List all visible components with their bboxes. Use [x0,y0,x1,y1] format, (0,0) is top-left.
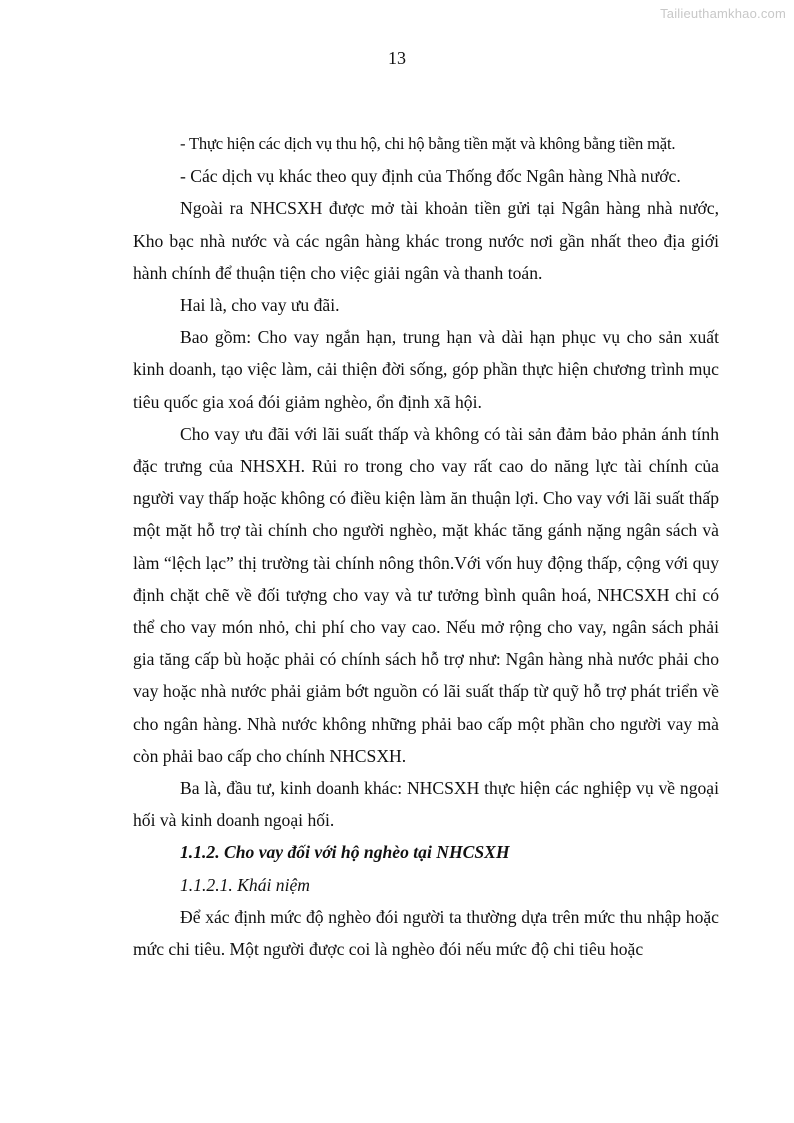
paragraph-preferential-loans: Cho vay ưu đãi với lãi suất thấp và không có tài sản đảm bảo phản ánh tính đặc trưng của NHSXH. Rủi ro trong cho vay rất cao do năng lực tài chính của người vay thấp hoặc không có điều kiện làm ăn thuận lợi. Cho vay với lãi suất thấp một mặt hỗ trợ tài chính cho người nghèo, mặt khác tăng gánh nặng ngân sách và làm “lệch lạc” thị trường tài chính nông thôn.Với vốn huy động thấp, cộng với quy định chặt chẽ về đối tượng cho vay và tư tưởng bình quân hoá, NHCSXH chỉ có thể cho vay món nhỏ, chi phí cho vay cao. Nếu mở rộng cho vay, ngân sách phải gia tăng cấp bù hoặc phải có chính sách hỗ trợ như: Ngân hàng nhà nước phải cho vay hoặc nhà nước phải giảm bớt nguồn có lãi suất thấp từ quỹ hỗ trợ phát triển về cho ngân hàng. Nhà nước không những phải bao cấp một phần cho người vay mà còn phải bao cấp cho chính NHCSXH. [133,423,719,766]
paragraph-poverty-definition: Để xác định mức độ nghèo đói người ta thường dựa trên mức thu nhập hoặc mức chi tiêu. Một người được coi là nghèo đói nếu mức độ chi tiêu hoặc [133,906,719,960]
paragraph-second-point: Hai là, cho vay ưu đãi. [180,295,340,316]
section-heading: 1.1.2. Cho vay đối với hộ nghèo tại NHCSXH [180,842,510,863]
watermark: Tailieuthamkhao.com [660,6,786,21]
paragraph-accounts: Ngoài ra NHCSXH được mở tài khoản tiền gửi tại Ngân hàng nhà nước, Kho bạc nhà nước và các ngân hàng khác trong nước nơi gần nhất theo địa giới hành chính để thuận tiện cho việc giải ngân và thanh toán. [133,198,719,283]
paragraph-bullet-1: - Thực hiện các dịch vụ thu hộ, chi hộ bằng tiền mặt và không bằng tiền mặt. [180,134,676,153]
paragraph-third-point: Ba là, đầu tư, kinh doanh khác: NHCSXH thực hiện các nghiệp vụ về ngoại hối và kinh doanh ngoại hối. [133,778,719,831]
document-body [133,128,719,965]
page-number: 13 [388,48,406,68]
paragraph-bullet-2: - Các dịch vụ khác theo quy định của Thống đốc Ngân hàng Nhà nước. [180,166,681,187]
subsection-heading: 1.1.2.1. Khái niệm [180,874,310,895]
paragraph-includes: Bao gồm: Cho vay ngắn hạn, trung hạn và dài hạn phục vụ cho sản xuất kinh doanh, tạo việc làm, cải thiện đời sống, góp phần thực hiện chương trình mục tiêu quốc gia xoá đói giảm nghèo, ổn định xã hội. [133,327,719,412]
